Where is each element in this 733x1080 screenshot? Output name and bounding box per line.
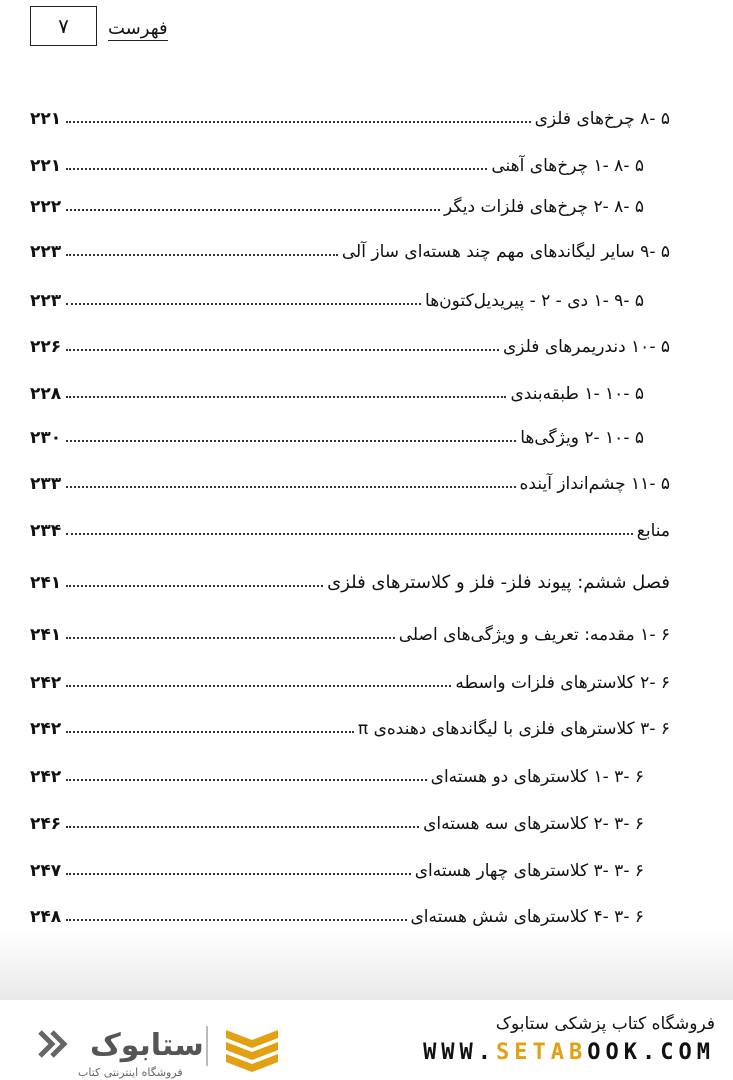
dot-leader bbox=[66, 778, 427, 781]
page-shadow bbox=[0, 930, 733, 1000]
dot-leader bbox=[66, 120, 531, 123]
toc-entry-page: ۲۲۸ bbox=[30, 384, 62, 404]
dot-leader bbox=[66, 302, 421, 305]
shop-name: فروشگاه کتاب پزشکی ستابوک bbox=[495, 1014, 715, 1034]
url-accent: SETAB bbox=[496, 1040, 588, 1065]
toc-entry-page: ۲۴۲ bbox=[30, 767, 62, 787]
shop-url[interactable] bbox=[423, 1040, 715, 1065]
page-header bbox=[0, 0, 733, 60]
toc-entry-page: ۲۳۴ bbox=[30, 521, 62, 541]
toc-entry[interactable] bbox=[30, 896, 670, 928]
footer-banner bbox=[0, 1000, 733, 1080]
footer-text bbox=[423, 1014, 715, 1065]
toc-entry[interactable] bbox=[30, 662, 670, 694]
toc-entry-title: ۵ -۸ -۱ چرخ‌های آهنی bbox=[491, 156, 644, 176]
toc-entry[interactable] bbox=[30, 708, 670, 740]
toc-entry-title: ۶ -۳ -۳ کلاسترهای چهار هسته‌ای bbox=[414, 861, 644, 881]
toc-entry[interactable] bbox=[30, 373, 670, 405]
dot-leader bbox=[66, 167, 487, 170]
toc-entry[interactable] bbox=[30, 231, 670, 263]
toc-entry-page: ۲۲۳ bbox=[30, 242, 62, 262]
dot-leader bbox=[66, 730, 354, 733]
toc-entry-title: ۵ -۱۱ چشم‌انداز آینده bbox=[519, 474, 670, 494]
dot-leader bbox=[66, 439, 516, 442]
toc-entry-title: ۶ -۳ -۲ کلاسترهای سه هسته‌ای bbox=[423, 814, 644, 834]
toc-entry[interactable] bbox=[30, 562, 670, 594]
toc-entry-page: ۲۲۲ bbox=[30, 197, 62, 217]
dot-leader bbox=[66, 395, 506, 398]
toc-entry[interactable] bbox=[30, 614, 670, 646]
header-title: فهرست bbox=[108, 18, 168, 39]
toc-entry[interactable] bbox=[30, 326, 670, 358]
toc-entry-page: ۲۲۶ bbox=[30, 337, 62, 357]
toc-entry[interactable] bbox=[30, 98, 670, 130]
toc-entry-title: فصل ششم: پیوند فلز- فلز و کلاسترهای فلزی bbox=[327, 572, 670, 593]
logo-subtitle: فروشگاه اینترنتی کتاب bbox=[78, 1066, 183, 1079]
toc-entry[interactable] bbox=[30, 510, 670, 542]
toc-entry-title: ۶ -۳ کلاسترهای فلزی با لیگاندهای دهنده‌ی π bbox=[357, 719, 670, 739]
toc-entry-title: ۵ -۸ -۲ چرخ‌های فلزات دیگر bbox=[444, 197, 644, 217]
toc-entry-title: ۶ -۱ مقدمه: تعریف و ویژگی‌های اصلی bbox=[398, 625, 670, 645]
toc-entry-title: منابع bbox=[636, 521, 670, 541]
toc-entry-page: ۲۴۷ bbox=[30, 861, 62, 881]
dot-leader bbox=[66, 532, 633, 535]
toc-entry-title: ۶ -۳ -۱ کلاسترهای دو هسته‌ای bbox=[430, 767, 644, 787]
dot-leader bbox=[66, 684, 451, 687]
setabook-logo[interactable] bbox=[30, 1018, 290, 1079]
toc-entry-page: ۲۲۳ bbox=[30, 291, 62, 311]
toc-entry[interactable] bbox=[30, 186, 670, 218]
toc-entry-page: ۲۴۱ bbox=[30, 625, 62, 645]
dot-leader bbox=[66, 636, 395, 639]
toc-entry-page: ۲۴۲ bbox=[30, 673, 62, 693]
toc-entry-page: ۲۲۱ bbox=[30, 156, 62, 176]
toc-entry[interactable] bbox=[30, 417, 670, 449]
toc-entry-title: ۶ -۳ -۴ کلاسترهای شش هسته‌ای bbox=[410, 907, 644, 927]
dot-leader bbox=[66, 918, 407, 921]
url-prefix: WWW. bbox=[423, 1040, 497, 1065]
toc-entry-page: ۲۴۶ bbox=[30, 814, 62, 834]
dot-leader bbox=[66, 872, 411, 875]
dot-leader bbox=[66, 584, 323, 587]
dot-leader bbox=[66, 253, 338, 256]
toc-entry-title: ۵ -۱۰ -۲ ویژگی‌ها bbox=[520, 428, 644, 448]
page-number: ۷ bbox=[58, 14, 69, 38]
toc-entry-page: ۲۳۳ bbox=[30, 474, 62, 494]
toc-entry-page: ۲۲۱ bbox=[30, 109, 62, 129]
toc-entry[interactable] bbox=[30, 803, 670, 835]
toc-entry-page: ۲۴۲ bbox=[30, 719, 62, 739]
toc-entry-page: ۲۳۰ bbox=[30, 428, 62, 448]
toc-entry-title: ۵ -۱۰ دندریمرهای فلزی bbox=[502, 337, 670, 357]
toc-entry-title: ۵ -۹ سایر لیگاندهای مهم چند هسته‌ای ساز آلی bbox=[341, 242, 670, 262]
dot-leader bbox=[66, 825, 419, 828]
logo-wordmark: ستابوک bbox=[90, 1028, 204, 1063]
dot-leader bbox=[66, 485, 516, 488]
toc-entry-title: ۵ -۸ چرخ‌های فلزی bbox=[534, 109, 670, 129]
toc-entry[interactable] bbox=[30, 463, 670, 495]
dot-leader bbox=[66, 208, 440, 211]
toc-entry-page: ۲۴۸ bbox=[30, 907, 62, 927]
page-number-box bbox=[30, 6, 97, 46]
url-suffix: OOK.COM bbox=[587, 1040, 715, 1065]
toc-entry[interactable] bbox=[30, 850, 670, 882]
toc-entry-page: ۲۴۱ bbox=[30, 573, 62, 593]
toc-entry-title: ۶ -۲ کلاسترهای فلزات واسطه bbox=[455, 673, 670, 693]
toc-entry[interactable] bbox=[30, 280, 670, 312]
toc-entry-title: ۵ -۱۰ -۱ طبقه‌بندی bbox=[510, 384, 644, 404]
toc-entry[interactable] bbox=[30, 145, 670, 177]
toc-entry[interactable] bbox=[30, 756, 670, 788]
toc-entry-title: ۵ -۹ -۱ دی - ۲ - پیریدیل‌کتون‌ها bbox=[425, 291, 644, 311]
dot-leader bbox=[66, 348, 499, 351]
